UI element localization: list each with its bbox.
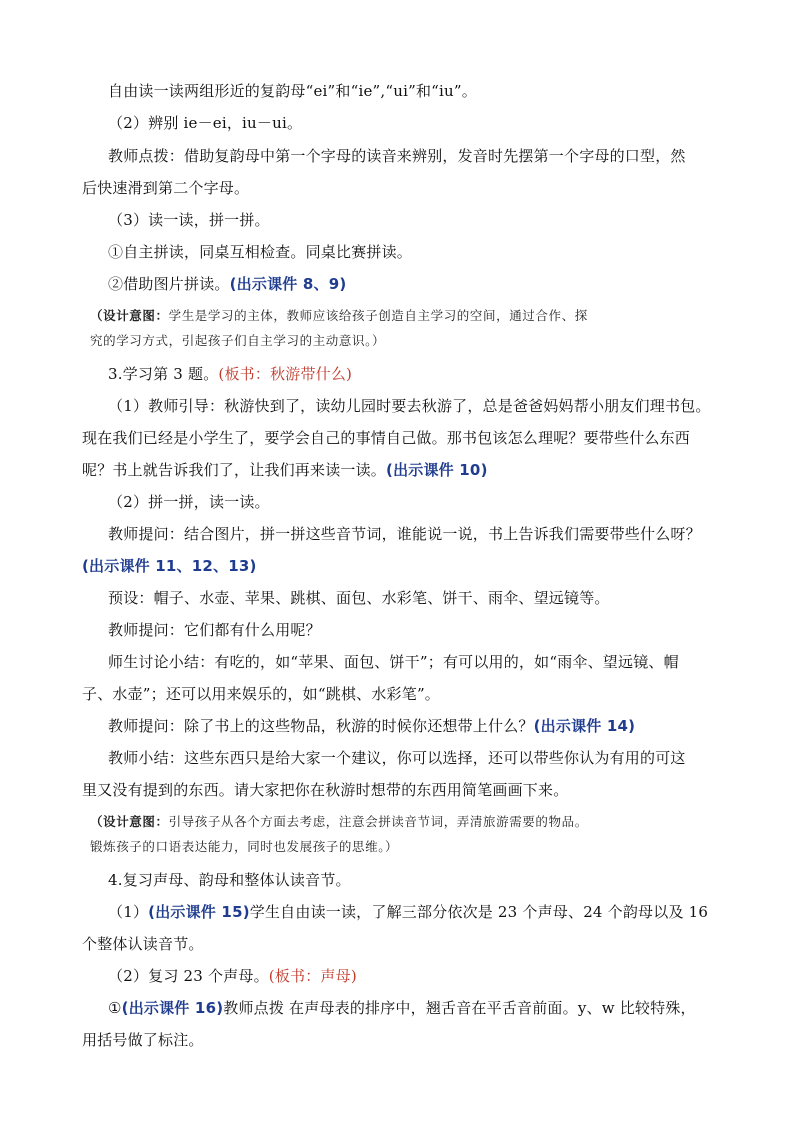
paragraph-line: 教师点拨：借助复韵母中第一个字母的读音来辨别，发音时先摆第一个字母的口型，然 — [108, 147, 686, 165]
paragraph-line: 子、水壶”；还可以用来娱乐的，如“跳棋、水彩笔”。 — [82, 685, 441, 703]
design-intent-text: 引导孩子从各个方面去考虑，注意会拼读音节词，弄清旅游需要的物品。 — [168, 814, 588, 829]
board-note: (板书：声母) — [268, 967, 357, 985]
design-intent-text: 学生是学习的主体，教师应该给孩子创造自主学习的空间，通过合作、探 — [168, 308, 588, 323]
paragraph-line: 自由读一读两组形近的复韵母“ei”和“ie”,“ui”和“iu”。 — [108, 82, 477, 100]
line-text: （2）复习 23 个声母。 — [108, 967, 269, 985]
courseware-reference: (出示课件 10) — [386, 461, 488, 479]
paragraph-line: 教师小结：这些东西只是给大家一个建议，你可以选择，还可以带些你认为有用的可这 — [108, 749, 686, 767]
paragraph-line — [108, 902, 728, 922]
paragraph-line — [82, 460, 730, 480]
courseware-reference: (出示课件 15) — [148, 903, 250, 921]
paragraph-line: 用括号做了标注。 — [82, 1031, 204, 1049]
line-text: 3.学习第 3 题。 — [108, 365, 219, 383]
paragraph-line: （2）辨别 ie－ei，iu－ui。 — [108, 114, 303, 132]
paragraph-line — [108, 998, 728, 1018]
line-text: 学生自由读一读，了解三部分依次是 23 个声母、24 个韵母以及 16 — [249, 903, 709, 921]
section-heading: 4.复习声母、韵母和整体认读音节。 — [108, 871, 351, 889]
courseware-reference: (出示课件 16) — [121, 999, 224, 1017]
paragraph-line: 教师提问：结合图片，拼一拼这些音节词，谁能说一说，书上告诉我们需要带些什么呀？ — [108, 525, 701, 543]
paragraph-line: 预设：帽子、水壶、苹果、跳棋、面包、水彩笔、饼干、雨伞、望远镜等。 — [108, 589, 610, 607]
line-text: （1） — [108, 903, 149, 921]
paragraph-line: （2）拼一拼，读一读。 — [108, 493, 270, 511]
board-note: (板书：秋游带什么) — [218, 365, 353, 383]
paragraph-line: 个整体认读音节。 — [82, 935, 204, 953]
line-text: ① — [108, 999, 122, 1017]
paragraph-line — [108, 716, 728, 736]
line-text: 呢？书上就告诉我们了，让我们再来读一读。 — [82, 461, 387, 479]
paragraph-line — [82, 556, 730, 576]
paragraph-line: 现在我们已经是小学生了，要学会自己的事情自己做。那书包该怎么理呢？要带些什么东西 — [82, 429, 691, 447]
paragraph-line: ①自主拼读，同桌互相检查。同桌比赛拼读。 — [108, 243, 413, 261]
design-intent-note-line2: 锻炼孩子的口语表达能力，同时也发展孩子的思维。） — [90, 839, 399, 854]
design-intent-note — [90, 812, 730, 831]
design-intent-label: （设计意图： — [90, 308, 169, 323]
paragraph-line: 教师提问：它们都有什么用呢？ — [108, 621, 321, 639]
paragraph-line: （3）读一读，拼一拼。 — [108, 211, 270, 229]
paragraph-line — [108, 966, 728, 986]
courseware-reference: (出示课件 14) — [533, 717, 636, 735]
courseware-reference: (出示课件 11、12、13) — [82, 557, 257, 575]
paragraph-line: （1）教师引导：秋游快到了，读幼儿园时要去秋游了，总是爸爸妈妈帮小朋友们理书包。 — [108, 397, 711, 415]
paragraph-line: 后快速滑到第二个字母。 — [82, 179, 250, 197]
paragraph-line — [108, 274, 728, 294]
section-heading — [108, 364, 728, 384]
design-intent-note-line2: 究的学习方式，引起孩子们自主学习的主动意识。） — [90, 333, 386, 348]
line-text: ②借助图片拼读。 — [108, 275, 230, 293]
design-intent-note — [90, 306, 730, 325]
line-text: 教师提问：除了书上的这些物品，秋游的时候你还想带上什么？ — [108, 717, 534, 735]
paragraph-line: 里又没有提到的东西。请大家把你在秋游时想带的东西用简笔画画下来。 — [82, 781, 569, 799]
line-text: 教师点拨 在声母表的排序中，翘舌音在平舌音前面。y、w 比较特殊， — [223, 999, 696, 1017]
courseware-reference: (出示课件 8、9) — [229, 275, 347, 293]
paragraph-line: 师生讨论小结：有吃的，如“苹果、面包、饼干”；有可以用的，如“雨伞、望远镜、帽 — [108, 653, 679, 671]
design-intent-label: （设计意图： — [90, 814, 169, 829]
